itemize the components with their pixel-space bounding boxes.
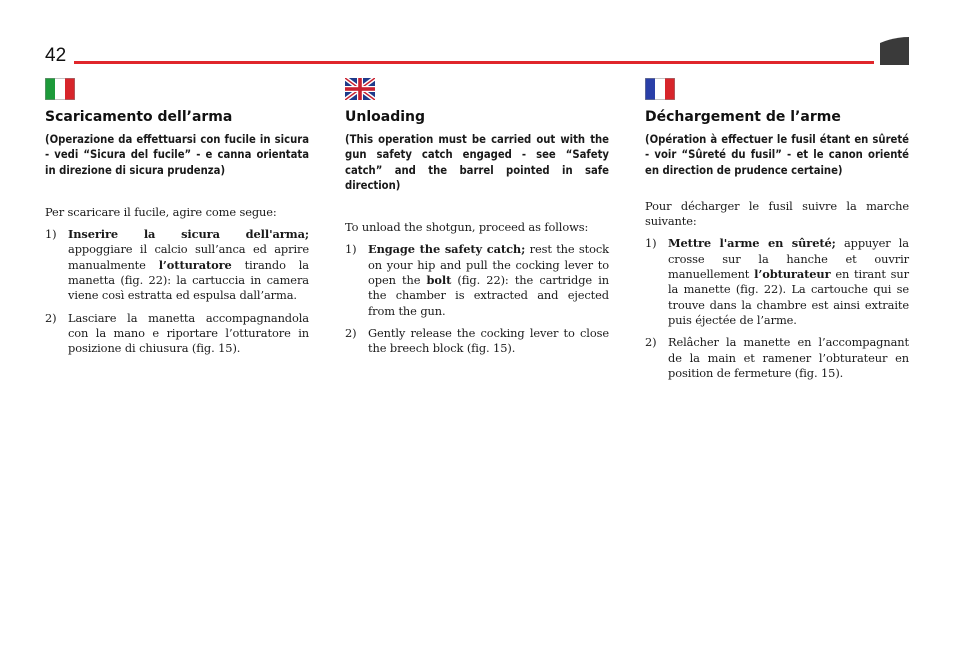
list-item <box>45 311 309 357</box>
list-item <box>45 227 309 303</box>
section-heading: Unloading <box>345 109 426 125</box>
france-flag-icon <box>645 78 675 100</box>
section-heading: Déchargement de l’arme <box>645 109 841 125</box>
step-number: 1) <box>645 236 657 251</box>
step-text: rest the stock on your hip and pull the cocking lever to open the <box>368 242 609 288</box>
section-intro: (Opération à effectuer le fusil étant en sûreté - voir “Sûreté du fusil” - et le canon orienté en direction de prudence certaine) <box>645 133 909 177</box>
steps-list <box>345 242 609 356</box>
list-item <box>645 335 909 381</box>
column-english <box>345 78 609 364</box>
step-text: Lasciare la manetta accompagnandola con la mano e riportare l’otturatore in posizione di chiusura (fig. 15). <box>68 310 309 356</box>
section-paragraph: To unload the shotgun, proceed as follows: <box>345 220 589 235</box>
step-bold-text: bolt <box>426 273 452 288</box>
section-heading: Scaricamento dell’arma <box>45 109 233 125</box>
section-intro: (Operazione da effettuarsi con fucile in sicura - vedi “Sicura del fucile” - e canna orientata in direzione di sicura prudenza) <box>45 133 309 177</box>
step-text: appoggiare il calcio sull’anca ed aprire manualmente <box>68 242 309 272</box>
column-italian <box>45 78 309 364</box>
step-text: appuyer la crosse sur la hanche et ouvrir manuellement <box>668 236 909 282</box>
step-text: en tirant sur la manette (fig. 22). La cartouche qui se trouve dans la chambre est ainsi extraite puis éjectée de l’arme. <box>668 267 909 327</box>
corner-tab <box>880 37 909 65</box>
section-paragraph: Per scaricare il fucile, agire come segue: <box>45 204 277 219</box>
step-text: (fig. 22): the cartridge in the chamber is extracted and ejected from the gun. <box>368 273 609 318</box>
step-text: tirando la manetta (fig. 22): la cartuccia in camera viene così estratta ed espulsa dall’arma. <box>68 257 309 303</box>
page-number: 42 <box>45 45 67 66</box>
column-french <box>645 78 909 388</box>
step-number: 1) <box>45 227 57 242</box>
italy-flag-icon <box>45 78 75 100</box>
step-bold-text: Engage the safety catch; <box>368 242 526 257</box>
steps-list <box>645 236 909 381</box>
list-item <box>645 236 909 328</box>
step-text: Relâcher la manette en l’accompagnant de la main et ramener l’obturateur en position de fermeture (fig. 15). <box>668 335 909 380</box>
section-intro: (This operation must be carried out with the gun safety catch engaged - see “Safety catch” and the barrel pointed in safe direction) <box>345 133 609 192</box>
step-text: Gently release the cocking lever to close the breech block (fig. 15). <box>368 325 609 356</box>
step-number: 2) <box>45 310 57 325</box>
list-item <box>345 242 609 318</box>
steps-list <box>45 227 309 356</box>
list-item <box>345 326 609 357</box>
step-bold-text: l’otturatore <box>158 257 232 272</box>
section-paragraph: Pour décharger le fusil suivre la marche suivante: <box>645 198 909 229</box>
uk-flag-icon <box>345 78 375 100</box>
step-bold-text: Inserire la sicura dell'arma; <box>68 227 309 242</box>
step-number: 1) <box>345 242 357 257</box>
step-number: 2) <box>645 335 657 350</box>
step-number: 2) <box>345 325 357 340</box>
step-bold-text: Mettre l'arme en sûreté; <box>668 236 836 251</box>
header-rule <box>74 61 874 64</box>
step-bold-text: l’obturateur <box>754 267 831 282</box>
